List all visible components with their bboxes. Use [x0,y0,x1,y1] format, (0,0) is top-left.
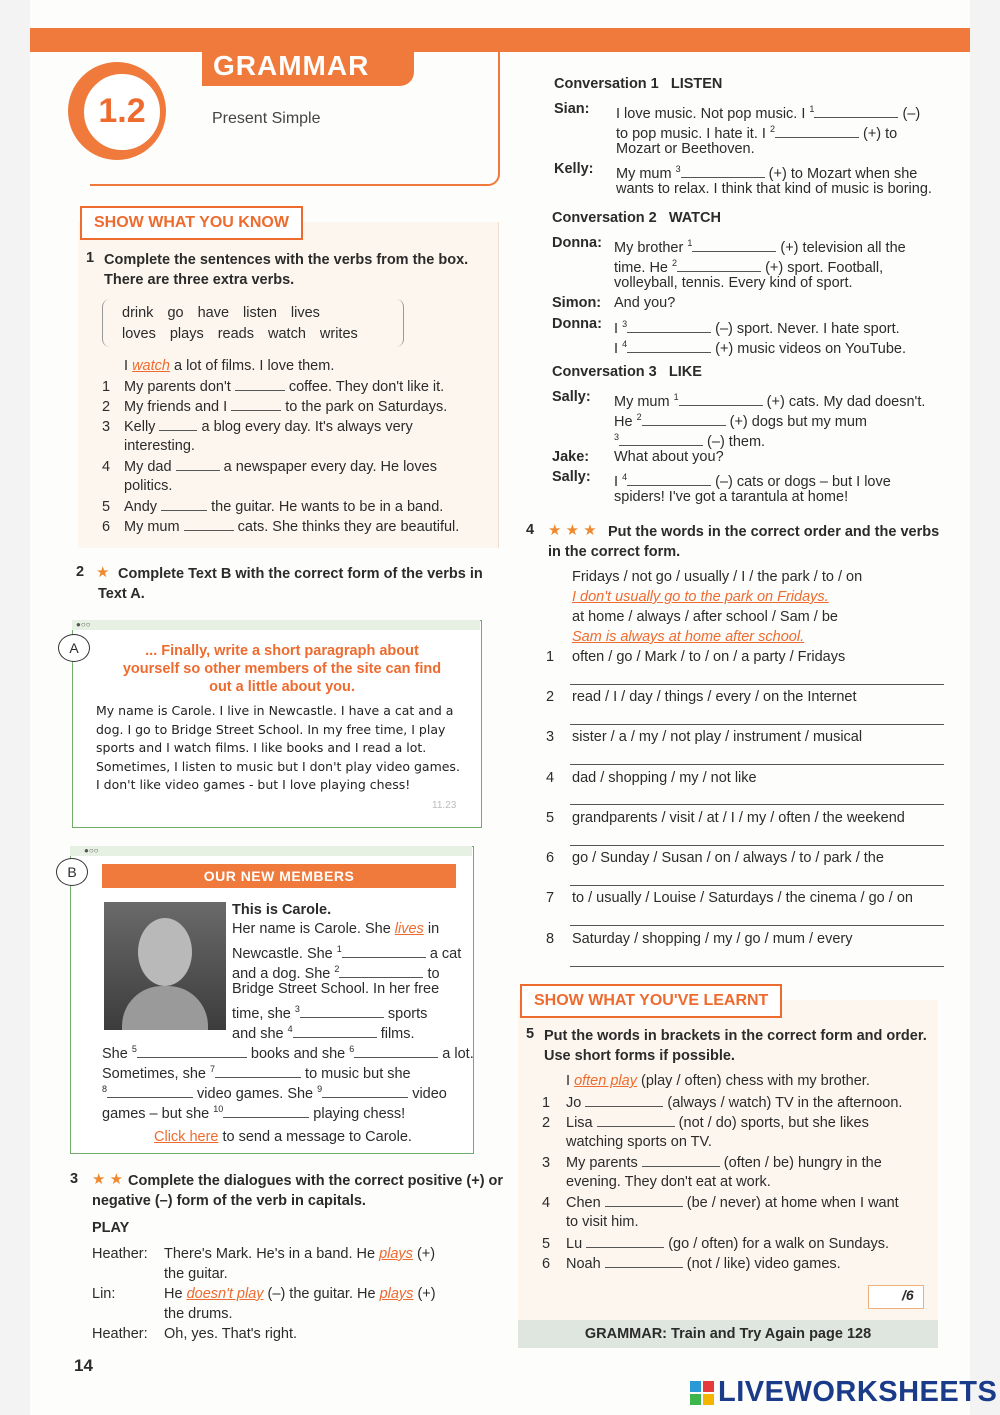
answer-blank[interactable] [215,1063,301,1078]
box-word: loves [122,326,156,342]
dialogue-line: the drums. [164,1306,233,1322]
section-title: GRAMMAR [213,50,370,81]
ex4-item: 4 dad / shopping / my / not like [546,770,757,786]
text-b-line: $^8$ video games. She $^9$ video [102,1084,447,1102]
speaker: Lin: [92,1286,116,1302]
answer-line[interactable] [570,724,944,725]
logo-icon [690,1381,714,1405]
ex5-item: 6 Noah (not / like) video games. [542,1253,841,1274]
dialogue-line: My mum $^3$ (+) to Mozart when she [616,164,918,182]
text-a-prompt: ... Finally, write a short paragraph about yourself so other members of the site can find out a little about you. [122,643,442,695]
text-b-line: She $^5$ books and she $^6$ a lot. [102,1044,474,1062]
speaker: Sally: [552,389,591,405]
ex1-item: 4 My dad a newspaper every day. He loves [102,456,437,477]
dialogue-line: wants to relax. I think that kind of music is boring. [616,181,932,197]
answer-blank[interactable] [223,1103,309,1118]
answer-blank[interactable] [642,1152,720,1167]
answer-blank[interactable] [627,338,711,353]
speaker: Jake: [552,449,590,465]
train-again-link[interactable]: GRAMMAR: Train and Try Again page 128 [584,1326,872,1342]
ex3-instruction: Complete the dialogues with the correct positive (+) or negative (–) form of the verb in capitals. [92,1173,504,1209]
text-b-line: Bridge Street School. In her free [232,981,440,997]
answer-blank[interactable] [322,1083,408,1098]
box-word: lives [290,305,320,321]
answer-blank[interactable] [159,416,197,431]
text-b-line: Her name is Carole. She lives in [232,921,440,937]
box-word: go [167,305,184,321]
text-a-body: My name is Carole. I live in Newcastle. I have a cat and a dog. I go to Bridge Street School. In my free time, I play sports and I watch films. I like books and I read a lot. Sometimes, I listen to music but I don't play video games. I don't like video games - but I love playing chess! [96,703,460,792]
answer-line[interactable] [570,925,944,926]
ex1-instruction: Complete the sentences with the verbs from the box. There are three extra verbs. [104,252,469,288]
ex5-item: 3 My parents (often / be) hungry in the [542,1152,882,1173]
ex5-item-cont: evening. They don't eat at work. [566,1174,771,1190]
answer-blank[interactable] [184,516,234,531]
dialogue-line: spiders! I've got a tarantula at home! [614,489,849,505]
answer-blank[interactable] [627,471,711,486]
members-banner: OUR NEW MEMBERS [102,864,456,888]
speaker: Heather: [92,1246,148,1262]
ex5-number: 5 [526,1026,535,1042]
text-b-footer: Click here to send a message to Carole. [154,1129,412,1145]
answer-line[interactable] [570,684,944,685]
answer-line[interactable] [570,885,944,886]
dialogue-line: There's Mark. He's in a band. He plays (+) [164,1246,436,1262]
dialogue-line: the guitar. [164,1266,228,1282]
dialogue-line: He $^2$ (+) dogs but my mum [614,412,868,430]
header-bar [30,28,970,52]
ex4-item: 6 go / Sunday / Susan / on / always / to / park / the [546,850,884,866]
ex4-number: 4 [526,522,535,538]
example-answer: lives [394,921,424,937]
text-b-line: Sometimes, she $^7$ to music but she [102,1064,411,1082]
page-number: 14 [74,1356,93,1375]
score-box [868,1285,924,1309]
ex5-item: 4 Chen (be / never) at home when I want [542,1192,899,1213]
box-word: plays [169,326,204,342]
text-b-line: games – but she $^{10}$ playing chess! [102,1104,406,1122]
dialogue-line: I $^4$ (–) cats or dogs – but I love [614,472,891,490]
answer-blank[interactable] [814,103,898,118]
answer-line[interactable] [570,845,944,846]
brand-text: LIVEWORKSHEETS [718,1376,998,1408]
speaker: Heather: [92,1326,148,1342]
answer-blank[interactable] [231,396,281,411]
swyk-title: SHOW WHAT YOU KNOW [80,206,303,240]
example-answer: often play [574,1073,637,1089]
ex1-item: 3 Kelly a blog every day. It's always very [102,416,413,437]
dialogue-line: to pop music. I hate it. I $^2$ (+) to [616,124,898,142]
photo-face [138,918,192,986]
text-b-line: and she $^4$ films. [232,1024,415,1042]
ex5-item: 5 Lu (go / often) for a walk on Sundays. [542,1233,889,1254]
word-box-row2 [122,324,358,344]
answer-blank[interactable] [597,1112,675,1127]
answer-blank[interactable] [137,1043,247,1058]
ex5-example: I often play (play / often) chess with my brother. [566,1073,870,1089]
box-word: reads [217,326,254,342]
dialogue-line: I $^4$ (+) music videos on YouTube. [614,339,907,357]
dialogue-line: Mozart or Beethoven. [616,141,755,157]
send-message-link[interactable]: Click here [154,1129,219,1145]
window-dots-icon: ●○○ [76,620,91,629]
answer-blank[interactable] [775,123,859,138]
score-label: /6 [902,1287,914,1303]
dialogue-line: $^3$ (–) them. [614,432,766,450]
example-answer: watch [132,358,170,374]
box-word: drink [122,305,154,321]
dialogue-line: I love music. Not pop music. I $^1$ (–) [616,104,921,122]
ex4-example-answer: Sam is always at home after school. [572,629,805,645]
answer-blank[interactable] [300,1003,384,1018]
ex5-item-cont: watching sports on TV. [566,1134,712,1150]
liveworksheets-logo [690,1376,997,1409]
answer-blank[interactable] [627,318,711,333]
answer-line[interactable] [570,764,944,765]
ex1-item-cont: interesting. [124,438,195,454]
speaker: Simon: [552,295,602,311]
header-subtitle: Present Simple [212,110,321,127]
ex1-item: 2 My friends and I to the park on Saturdays. [102,396,447,417]
ex4-item: 7 to / usually / Louise / Saturdays / the cinema / go / on [546,890,913,906]
dialogue-line: What about you? [614,449,724,465]
answer-blank[interactable] [642,411,726,426]
answer-blank[interactable] [339,963,423,978]
ex4-item: 8 Saturday / shopping / my / go / mum / every [546,931,853,947]
member-photo [104,902,226,1030]
star-icon: ★ [96,564,110,581]
box-word: listen [243,305,277,321]
window-dots-icon: ●○○ [84,846,99,855]
text-b-topbar [70,846,472,856]
ex3-number: 3 [70,1171,79,1187]
answer-blank[interactable] [605,1253,683,1268]
ex5-item: 2 Lisa (not / do) sports, but she likes [542,1112,869,1133]
swyl-title: SHOW WHAT YOU'VE LEARNT [520,984,782,1018]
box-word: have [197,305,230,321]
ex4-item: 3 sister / a / my / not play / instrument / musical [546,729,863,745]
text-b-label: B [56,858,88,886]
conv2-title: Conversation 2 WATCH [552,210,721,226]
dialogue-line: And you? [614,295,676,311]
ex4-example: at home / always / after school / Sam / be [572,609,838,625]
unit-number: 1.2 [98,92,146,130]
dialogue-line: My brother $^1$ (+) television all the [614,238,906,256]
dialogue-line: He doesn't play (–) the guitar. He plays (+) [164,1286,436,1302]
speaker: Sian: [554,101,590,117]
speaker: Sally: [552,469,591,485]
text-a-label: A [58,634,90,662]
answer-blank[interactable] [692,237,776,252]
answer-line[interactable] [570,966,944,967]
answer-blank[interactable] [677,257,761,272]
answer-blank[interactable] [161,496,207,511]
text-b-heading: This is Carole. [232,902,332,918]
ex1-number: 1 [86,250,95,266]
speaker: Donna: [552,235,602,251]
answer-blank[interactable] [107,1083,193,1098]
ex1-example: I watch a lot of films. I love them. [124,358,335,374]
ex4-example-answer: I don't usually go to the park on Fridays. [572,589,829,605]
worksheet-page [30,0,998,1415]
conv1-title: Conversation 1 LISTEN [554,76,723,92]
answer-blank[interactable] [679,391,763,406]
text-b-line: time, she $^3$ sports [232,1004,428,1022]
speaker: Donna: [552,316,602,332]
ex1-item: 5 Andy the guitar. He wants to be in a band. [102,496,443,517]
box-word: writes [319,326,358,342]
answer-blank[interactable] [176,456,220,471]
speaker: Kelly: [554,161,594,177]
ex4-item: 5 grandparents / visit / at / I / my / often / the weekend [546,810,905,826]
answer-blank[interactable] [342,943,426,958]
ex4-item: 1 often / go / Mark / to / on / a party / Fridays [546,649,846,665]
answer-blank[interactable] [235,376,285,391]
ex5-instruction: Put the words in brackets in the correct form and order. Use short forms if possible. [544,1028,927,1064]
ex5-item-cont: to visit him. [566,1214,639,1230]
dialogue-line: volleyball, tennis. Every kind of sport. [614,275,853,291]
ex4-instruction: Put the words in the correct order and the verbs in the correct form. [548,524,940,560]
answer-blank[interactable] [681,163,765,178]
dialogue-line: I $^3$ (–) sport. Never. I hate sport. [614,319,900,337]
play-title: PLAY [92,1220,130,1236]
answer-blank[interactable] [605,1192,683,1207]
photo-body [122,986,208,1030]
text-b-line: Newcastle. She $^1$ a cat [232,944,462,962]
ex4-item: 2 read / I / day / things / every / on the Internet [546,689,857,705]
text-a-time: 11.23 [432,800,457,811]
word-box-row1 [122,303,320,323]
ex5-item: 1 Jo (always / watch) TV in the afternoon. [542,1092,902,1113]
ex4-example: Fridays / not go / usually / I / the park / to / on [572,569,863,585]
dialogue-line: time. He $^2$ (+) sport. Football, [614,258,884,276]
ex2-instruction: Complete Text B with the correct form of the verbs in Text A. [98,566,483,602]
stars-icon: ★ ★ [92,1171,124,1188]
ex1-item: 1 My parents don't coffee. They don't like it. [102,376,444,397]
stars-icon: ★ ★ ★ [548,522,597,539]
conv3-title: Conversation 3 LIKE [552,364,702,380]
answer-blank[interactable] [619,431,703,446]
dialogue-line: My mum $^1$ (+) cats. My dad doesn't. [614,392,926,410]
ex1-item: 6 My mum cats. She thinks they are beautiful. [102,516,459,537]
box-word: watch [268,326,306,342]
answer-line[interactable] [570,804,944,805]
dialogue-line: Oh, yes. That's right. [164,1326,298,1342]
answer-blank[interactable] [293,1023,377,1038]
text-b-line: and a dog. She $^2$ to [232,964,440,982]
text-a-topbar [72,620,480,630]
ex1-item-cont: politics. [124,478,173,494]
answer-blank[interactable] [354,1043,438,1058]
ex2-number: 2 [76,564,85,580]
answer-blank[interactable] [585,1092,663,1107]
answer-blank[interactable] [586,1233,664,1248]
